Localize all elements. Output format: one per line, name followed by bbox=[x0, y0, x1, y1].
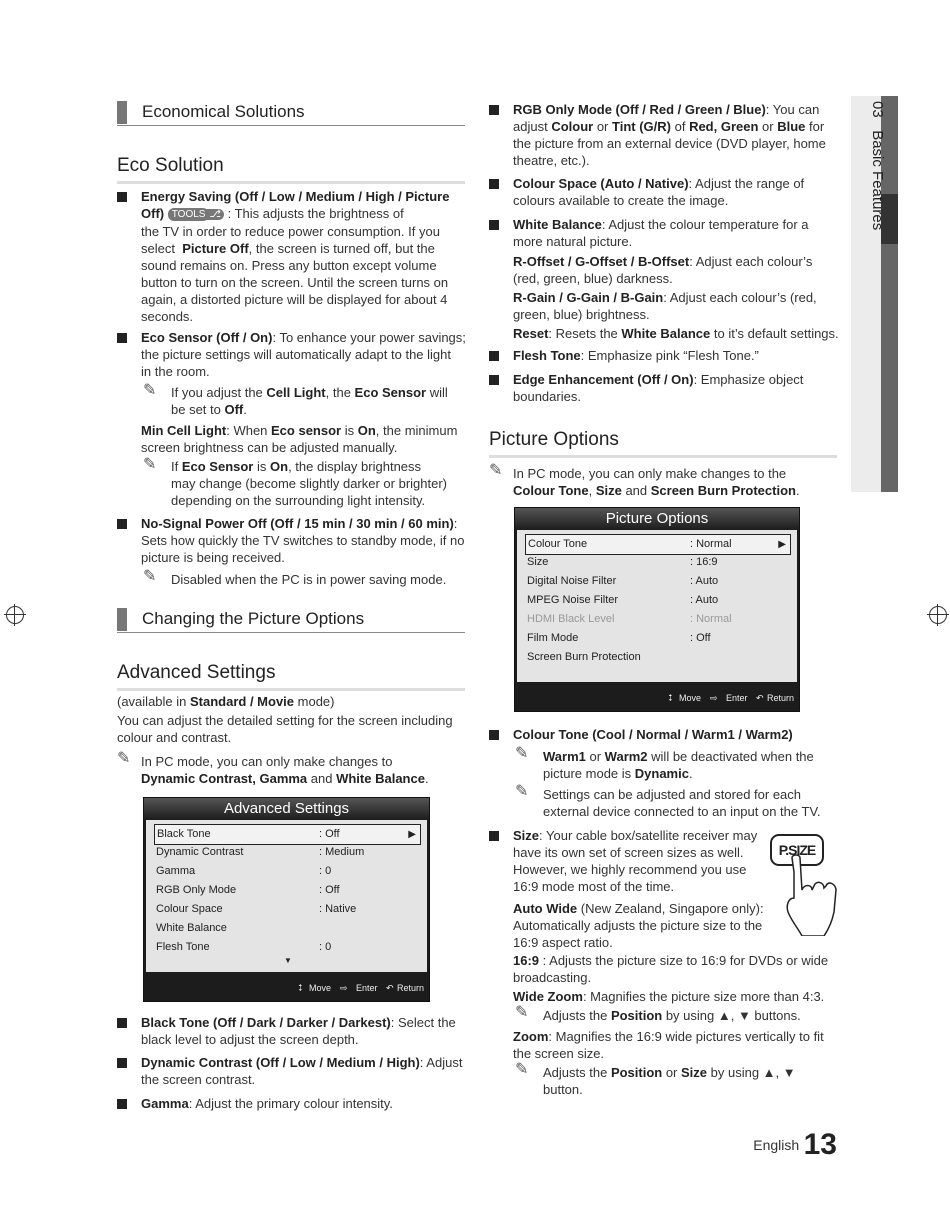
note-term: Screen Burn Protection bbox=[650, 483, 796, 498]
note-text: , the bbox=[325, 385, 355, 400]
auto-wide-line: 16:9 aspect ratio. bbox=[513, 935, 613, 950]
rgb-title: RGB Only Mode (Off / Red / Green / Blue) bbox=[513, 102, 766, 117]
enter-label: Enter bbox=[726, 693, 748, 703]
menu-footer bbox=[515, 685, 799, 711]
energy-text: , the screen is turned off, but the bbox=[248, 241, 435, 256]
enter-icon: ⇨ bbox=[340, 983, 348, 993]
section-heading-text: Changing the Picture Options bbox=[142, 609, 365, 628]
min-cell-term: Eco sensor bbox=[271, 423, 342, 438]
note-line: In PC mode, you can only make changes to bbox=[141, 754, 393, 769]
size-text: : Your cable box/satellite receiver may bbox=[539, 828, 758, 843]
note-text: If you adjust the bbox=[171, 385, 267, 400]
arrow-right-icon: ▶ bbox=[408, 829, 416, 840]
gain-line: green, blue) brightness. bbox=[513, 307, 650, 322]
black-tone-title: Black Tone (Off / Dark / Darker / Darkest) bbox=[141, 1015, 391, 1030]
note-settings-stored bbox=[543, 786, 843, 820]
white-balance-title: White Balance bbox=[513, 217, 602, 232]
energy-line: the TV in order to reduce power consumption. If you bbox=[141, 224, 440, 239]
menu-row-rgb-only[interactable] bbox=[156, 881, 419, 900]
registration-mark-left bbox=[6, 606, 24, 624]
note-text: Adjusts the bbox=[543, 1065, 611, 1080]
ratio-169-block bbox=[513, 952, 843, 986]
bullet-square bbox=[489, 831, 499, 841]
row-label: Colour Tone bbox=[528, 538, 588, 550]
rgb-line: the picture from an external device (DVD player, home bbox=[513, 136, 826, 151]
note-text: or bbox=[585, 749, 605, 764]
bullet-square bbox=[489, 375, 499, 385]
edge-enhancement-block bbox=[513, 371, 838, 405]
note-text: by using ▲, ▼ buttons. bbox=[662, 1008, 801, 1023]
psize-label: P.SIZE bbox=[778, 842, 816, 858]
row-value: : Off bbox=[319, 828, 340, 840]
note-position-size bbox=[543, 1064, 838, 1098]
picture-off-term: Picture Off bbox=[182, 241, 249, 256]
heading-eco-solution bbox=[117, 155, 465, 184]
gain-text: : Adjust each colour’s (red, bbox=[663, 290, 817, 305]
note-line: depending on the surrounding light intensity. bbox=[171, 493, 426, 508]
menu-row-digital-noise[interactable] bbox=[527, 572, 789, 591]
row-value: : Off bbox=[319, 884, 340, 896]
size-title: Size bbox=[513, 828, 540, 843]
ratio-169-title: 16:9 bbox=[513, 953, 540, 968]
bullet-square bbox=[489, 220, 499, 230]
row-label: MPEG Noise Filter bbox=[527, 594, 619, 606]
avail-text: mode) bbox=[294, 694, 335, 709]
min-cell-text: , the minimum bbox=[375, 423, 458, 438]
intro-line: You can adjust the detailed setting for the screen including bbox=[117, 713, 453, 728]
bullet-square bbox=[489, 105, 499, 115]
note-line: button. bbox=[543, 1082, 583, 1097]
note-term: On bbox=[270, 459, 289, 474]
size-line: 16:9 mode most of the time. bbox=[513, 879, 675, 894]
row-label: HDMI Black Level bbox=[527, 613, 615, 625]
return-label: Return bbox=[397, 983, 425, 993]
note-pencil-icon: ✎ bbox=[143, 568, 157, 585]
row-label: Film Mode bbox=[527, 632, 579, 644]
dynamic-contrast-title: Dynamic Contrast (Off / Low / Medium / High) bbox=[141, 1055, 420, 1070]
bullet-square bbox=[117, 192, 127, 202]
menu-row-dynamic-contrast[interactable] bbox=[156, 843, 419, 862]
bullet-square bbox=[489, 179, 499, 189]
menu-row-gamma[interactable] bbox=[156, 862, 419, 881]
scroll-down-icon[interactable]: ▼ bbox=[284, 956, 292, 965]
eco-sensor-text: : To enhance your power savings; bbox=[272, 330, 466, 345]
note-pencil-icon: ✎ bbox=[515, 745, 529, 762]
note-text: is bbox=[253, 459, 270, 474]
footer-language: English bbox=[753, 1137, 800, 1153]
note-warm bbox=[543, 748, 838, 782]
note-text: . bbox=[688, 766, 693, 781]
zoom-block bbox=[513, 1028, 843, 1062]
offset-text: : Adjust each colour’s bbox=[689, 254, 813, 269]
menu-row-colour-space[interactable] bbox=[156, 900, 419, 919]
row-value: : Native bbox=[319, 903, 357, 915]
heading-bar bbox=[117, 101, 127, 124]
enter-label: Enter bbox=[356, 983, 378, 993]
wb-line: more natural picture. bbox=[513, 234, 633, 249]
min-cell-text: : When bbox=[226, 423, 272, 438]
min-cell-line: screen brightness can be adjusted manually. bbox=[141, 440, 398, 455]
no-signal-line: picture is being received. bbox=[141, 550, 285, 565]
picture-options-menu bbox=[514, 507, 800, 712]
advanced-settings-menu bbox=[143, 797, 430, 1002]
reset-title: Reset bbox=[513, 326, 549, 341]
note-text: picture mode is bbox=[543, 766, 635, 781]
note-text: will be deactivated when the bbox=[647, 749, 814, 764]
psize-remote-illustration bbox=[768, 832, 840, 936]
note-text: , bbox=[588, 483, 596, 498]
note-text: If bbox=[171, 459, 182, 474]
note-text: Adjusts the bbox=[543, 1008, 611, 1023]
note-text: . bbox=[243, 402, 247, 417]
eco-sensor-block bbox=[141, 329, 466, 380]
note-text: , the display brightness bbox=[288, 459, 422, 474]
menu-row-mpeg-noise[interactable] bbox=[527, 591, 789, 610]
min-cell-text: is bbox=[341, 423, 358, 438]
auto-wide-block bbox=[513, 900, 773, 951]
no-signal-line: Sets how quickly the TV switches to standby mode, if no bbox=[141, 533, 465, 548]
rgb-text: of bbox=[670, 119, 690, 134]
wide-zoom-block bbox=[513, 988, 843, 1005]
white-balance-block bbox=[513, 216, 843, 342]
menu-row-film-mode[interactable] bbox=[527, 629, 789, 648]
menu-row-colour-tone[interactable] bbox=[525, 534, 791, 555]
energy-saving-block bbox=[141, 188, 466, 325]
note-pencil-icon: ✎ bbox=[143, 382, 157, 399]
note-text: will bbox=[426, 385, 448, 400]
note-term: Eco Sensor bbox=[354, 385, 427, 400]
row-value: : 16:9 bbox=[690, 556, 718, 568]
min-cell-light-block bbox=[141, 422, 466, 456]
black-tone-text: : Select the bbox=[390, 1015, 456, 1030]
no-signal-title: No-Signal Power Off (Off / 15 min / 30 min / 60 min) bbox=[141, 516, 454, 531]
page-number: 13 bbox=[803, 1128, 837, 1161]
return-label: Return bbox=[767, 693, 795, 703]
note-line: external device connected to an input on the TV. bbox=[543, 804, 821, 819]
note-term: Warm1 bbox=[543, 749, 586, 764]
note-cell-light bbox=[171, 384, 466, 418]
row-label: Digital Noise Filter bbox=[527, 575, 617, 587]
note-term: Position bbox=[610, 1065, 663, 1080]
row-value: : Medium bbox=[319, 846, 365, 858]
note-term: Dynamic Contrast, Gamma bbox=[141, 771, 308, 786]
menu-footer bbox=[144, 975, 429, 1001]
dynamic-contrast-block bbox=[141, 1054, 471, 1088]
section-heading-text: Economical Solutions bbox=[142, 102, 305, 121]
rgb-text: or bbox=[758, 119, 778, 134]
row-label: Dynamic Contrast bbox=[156, 846, 244, 858]
bullet-square bbox=[117, 333, 127, 343]
move-label: Move bbox=[679, 693, 702, 703]
note-text: . bbox=[795, 483, 800, 498]
note-pencil-icon: ✎ bbox=[489, 462, 503, 479]
flesh-tone-title: Flesh Tone bbox=[513, 348, 581, 363]
eco-sensor-line: the picture settings will automatically adapt to the light bbox=[141, 347, 452, 362]
edge-line: boundaries. bbox=[513, 389, 581, 404]
row-value: : Off bbox=[690, 632, 711, 644]
heading-text: Eco Solution bbox=[117, 155, 224, 176]
dynamic-line: the screen contrast. bbox=[141, 1072, 256, 1087]
bullet-square bbox=[117, 519, 127, 529]
section-heading-economical bbox=[117, 101, 465, 126]
eco-sensor-title: Eco Sensor (Off / On) bbox=[141, 330, 273, 345]
menu-row-black-tone[interactable] bbox=[154, 824, 421, 845]
move-icon: ⭥ bbox=[298, 983, 303, 993]
menu-panel bbox=[517, 530, 797, 682]
cs-line: colours available to create the image. bbox=[513, 193, 729, 208]
avail-term: Standard / Movie bbox=[190, 694, 295, 709]
flesh-text: : Emphasize pink “Flesh Tone.” bbox=[580, 348, 759, 363]
note-term: White Balance bbox=[336, 771, 425, 786]
offset-line: (red, green, blue) darkness. bbox=[513, 271, 673, 286]
min-cell-term: On bbox=[357, 423, 376, 438]
tools-badge: TOOLS bbox=[168, 208, 210, 221]
no-signal-block: No-Signal Power Off (Off / 15 min / 30 min / 60 min): Sets how quickly the TV switches to standby mode, if no picture is being received. bbox=[141, 515, 471, 566]
bullet-square bbox=[489, 351, 499, 361]
note-line: Settings can be adjusted and stored for each bbox=[543, 787, 802, 802]
auto-wide-title: Auto Wide bbox=[513, 901, 578, 916]
hand-pointer-icon bbox=[768, 832, 840, 936]
energy-text: select bbox=[141, 241, 175, 256]
energy-line: again, a distorted picture will be displayed for about 4 bbox=[141, 292, 448, 307]
reset-term: White Balance bbox=[621, 326, 711, 341]
heading-advanced-settings bbox=[117, 662, 465, 691]
auto-wide-text: (New Zealand, Singapore only): bbox=[577, 901, 764, 916]
black-tone-line: black level to adjust the screen depth. bbox=[141, 1032, 359, 1047]
intro-line: colour and contrast. bbox=[117, 730, 232, 745]
menu-row-flesh-tone[interactable] bbox=[156, 938, 419, 957]
note-position bbox=[543, 1007, 838, 1024]
note-pencil-icon: ✎ bbox=[117, 750, 131, 767]
min-cell-title: Min Cell Light bbox=[141, 423, 227, 438]
arrow-right-icon: ▶ bbox=[778, 539, 786, 550]
gamma-block bbox=[141, 1095, 471, 1112]
rgb-text: or bbox=[593, 119, 612, 134]
size-line: However, we highly recommend you use bbox=[513, 862, 747, 877]
eco-sensor-line: in the room. bbox=[141, 364, 210, 379]
menu-panel bbox=[146, 820, 427, 972]
bullet-square bbox=[489, 730, 499, 740]
gamma-title: Gamma bbox=[141, 1096, 189, 1111]
row-label: Black Tone bbox=[157, 828, 211, 840]
size-block bbox=[513, 827, 773, 895]
rgb-only-block bbox=[513, 101, 838, 169]
ratio-line: broadcasting. bbox=[513, 970, 592, 985]
note-term: Cell Light bbox=[266, 385, 326, 400]
note-pc-mode-adv bbox=[141, 753, 466, 787]
wide-zoom-title: Wide Zoom bbox=[513, 989, 583, 1004]
note-term: Off bbox=[224, 402, 244, 417]
gamma-text: : Adjust the primary colour intensity. bbox=[188, 1096, 393, 1111]
rgb-text: for bbox=[805, 119, 825, 134]
note-pencil-icon: ✎ bbox=[515, 1004, 529, 1021]
bullet-square bbox=[117, 1099, 127, 1109]
rgb-term: Tint (G/R) bbox=[612, 119, 671, 134]
row-value: : Normal bbox=[690, 613, 732, 625]
chapter-label: 03 Basic Features bbox=[869, 101, 886, 231]
reset-text: : Resets the bbox=[548, 326, 622, 341]
page-footer bbox=[700, 1128, 837, 1162]
note-pencil-icon: ✎ bbox=[143, 456, 157, 473]
rgb-term: Colour bbox=[551, 119, 594, 134]
bullet-square bbox=[117, 1018, 127, 1028]
colour-tone-title: Colour Tone (Cool / Normal / Warm1 / Warm2) bbox=[513, 727, 793, 742]
note-term: Eco Sensor bbox=[181, 459, 254, 474]
size-line: have its own set of screen sizes as well. bbox=[513, 845, 744, 860]
rgb-term: Blue bbox=[777, 119, 806, 134]
section-heading-changing bbox=[117, 608, 465, 633]
bullet-square bbox=[117, 1058, 127, 1068]
heading-text: Picture Options bbox=[489, 429, 619, 450]
heading-picture-options bbox=[489, 429, 837, 458]
edge-title: Edge Enhancement (Off / On) bbox=[513, 372, 694, 387]
cs-text: : Adjust the range of bbox=[688, 176, 805, 191]
avail-text: (available in bbox=[117, 694, 190, 709]
note-term: Size bbox=[681, 1065, 708, 1080]
registration-mark-right bbox=[929, 606, 947, 624]
move-icon: ⭥ bbox=[668, 693, 673, 703]
ratio-text: : Adjusts the picture size to 16:9 for DVDs or wide bbox=[539, 953, 829, 968]
energy-saving-title: Energy Saving (Off / Low / Medium / High / Picture Off) bbox=[141, 189, 450, 221]
row-value: : 0 bbox=[319, 865, 332, 877]
note-text: by using ▲, ▼ bbox=[707, 1065, 796, 1080]
rgb-text: : You can bbox=[765, 102, 820, 117]
note-line: may change (become slightly darker or brighter) bbox=[171, 476, 448, 491]
row-label: White Balance bbox=[156, 922, 227, 934]
note-eco-sensor bbox=[171, 458, 466, 509]
note-term: Position bbox=[610, 1008, 663, 1023]
note-pc-mode-po bbox=[513, 465, 838, 499]
note-pc-saving: Disabled when the PC is in power saving mode. bbox=[171, 572, 447, 587]
row-value: : Normal bbox=[690, 538, 732, 550]
note-term: Warm2 bbox=[604, 749, 648, 764]
menu-title: Picture Options bbox=[515, 508, 799, 530]
energy-line: seconds. bbox=[141, 309, 194, 324]
tools-glyph: ⎇ bbox=[206, 209, 224, 220]
return-icon: ↶ bbox=[756, 693, 764, 703]
row-label: Screen Burn Protection bbox=[527, 651, 641, 663]
black-tone-block bbox=[141, 1014, 471, 1048]
note-text: and bbox=[621, 483, 651, 498]
auto-wide-line: Automatically adjusts the picture size to the bbox=[513, 918, 763, 933]
rgb-text: adjust bbox=[513, 119, 552, 134]
heading-text: Advanced Settings bbox=[117, 662, 276, 683]
return-icon: ↶ bbox=[386, 983, 394, 993]
zoom-line: the screen size. bbox=[513, 1046, 605, 1061]
heading-bar bbox=[117, 608, 127, 631]
wide-zoom-text: : Magnifies the picture size more than 4:3. bbox=[582, 989, 825, 1004]
row-label: RGB Only Mode bbox=[156, 884, 237, 896]
note-term: Dynamic bbox=[634, 766, 689, 781]
row-value: : Auto bbox=[690, 575, 719, 587]
note-text: and bbox=[307, 771, 337, 786]
edge-text: : Emphasize object bbox=[693, 372, 804, 387]
note-term: Colour Tone bbox=[513, 483, 589, 498]
row-label: Gamma bbox=[156, 865, 196, 877]
offset-title: R-Offset / G-Offset / B-Offset bbox=[513, 254, 690, 269]
energy-line: button to turn on the screen. Until the screen turns on bbox=[141, 275, 449, 290]
row-label: Size bbox=[527, 556, 549, 568]
energy-desc-text: : This adjusts the brightness of bbox=[227, 206, 404, 221]
menu-row-size[interactable] bbox=[527, 553, 789, 572]
rgb-term: Red, Green bbox=[689, 119, 759, 134]
zoom-text: : Magnifies the 16:9 wide pictures vertically to fit bbox=[548, 1029, 824, 1044]
menu-row-screen-burn[interactable] bbox=[527, 648, 789, 667]
energy-line bbox=[141, 240, 466, 257]
note-text: be set to bbox=[171, 402, 225, 417]
row-label: Colour Space bbox=[156, 903, 223, 915]
zoom-title: Zoom bbox=[513, 1029, 549, 1044]
note-text: or bbox=[662, 1065, 682, 1080]
menu-row-white-balance[interactable] bbox=[156, 919, 419, 938]
chapter-side-tab bbox=[851, 96, 898, 492]
energy-line: sound remains on. Press any button except volume bbox=[141, 258, 437, 273]
colour-space-title: Colour Space (Auto / Native) bbox=[513, 176, 689, 191]
note-text: . bbox=[424, 771, 429, 786]
enter-icon: ⇨ bbox=[710, 693, 718, 703]
rgb-line: theatre, etc.). bbox=[513, 153, 590, 168]
note-term: Size bbox=[595, 483, 622, 498]
wb-text: : Adjust the colour temperature for a bbox=[601, 217, 809, 232]
gain-title: R-Gain / G-Gain / B-Gain bbox=[513, 290, 664, 305]
menu-title: Advanced Settings bbox=[144, 798, 429, 820]
note-pencil-icon: ✎ bbox=[515, 1061, 529, 1078]
row-value: : Auto bbox=[690, 594, 719, 606]
colour-space-block bbox=[513, 175, 838, 209]
advanced-intro bbox=[117, 693, 467, 746]
row-value: : 0 bbox=[319, 941, 332, 953]
dynamic-text: : Adjust bbox=[419, 1055, 463, 1070]
move-label: Move bbox=[309, 983, 332, 993]
note-line: In PC mode, you can only make changes to the bbox=[513, 466, 787, 481]
row-label: Flesh Tone bbox=[156, 941, 210, 953]
reset-text: to it’s default settings. bbox=[710, 326, 839, 341]
flesh-tone-block bbox=[513, 347, 838, 364]
note-pencil-icon: ✎ bbox=[515, 783, 529, 800]
menu-row-hdmi-black bbox=[527, 610, 789, 629]
colour-tone-block bbox=[513, 726, 838, 743]
